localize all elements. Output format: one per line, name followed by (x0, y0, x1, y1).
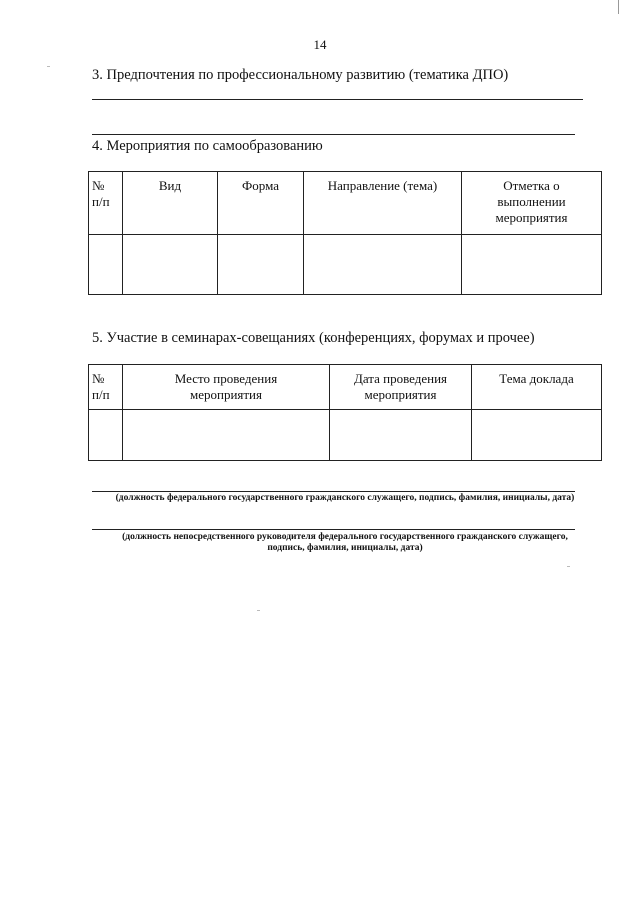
col-header-venue (123, 365, 330, 410)
section-3-answer-line-2 (92, 134, 575, 135)
employee-signature-line (92, 491, 575, 492)
table-cell[interactable] (123, 235, 218, 295)
col-header-completion-mark (462, 172, 602, 235)
col-header-number (89, 365, 123, 410)
col-header-type (123, 172, 218, 235)
supervisor-signature-caption-line-1: (должность непосредственного руководителя федерального государственного гражданского служащего, (122, 532, 568, 542)
col-header-completion-mark-text: Отметка о выполнении мероприятия (495, 178, 568, 225)
col-header-report-topic-text: Тема доклада (499, 371, 574, 386)
supervisor-signature-caption-line-2: подпись, фамилия, инициалы, дата) (267, 543, 423, 553)
self-education-table (88, 171, 602, 295)
scan-edge-mark (618, 0, 619, 14)
col-header-number (89, 172, 123, 235)
col-header-direction (304, 172, 462, 235)
page-number: 14 (313, 37, 327, 52)
table-row (89, 410, 602, 461)
section-3-heading: 3. Предпочтения по профессиональному развитию (тематика ДПО) (92, 67, 509, 83)
table-cell[interactable] (218, 235, 304, 295)
table-cell[interactable] (462, 235, 602, 295)
table-cell[interactable] (123, 410, 330, 461)
col-header-form (218, 172, 304, 235)
scan-speck (257, 610, 260, 611)
col-header-type-text: Вид (158, 178, 182, 193)
col-header-report-topic (472, 365, 602, 410)
col-header-date (330, 365, 472, 410)
col-header-direction-text: Направление (тема) (327, 178, 438, 193)
scan-speck (567, 566, 570, 567)
supervisor-signature-line (92, 529, 575, 530)
table-header-row (89, 365, 602, 410)
col-header-number-text: № п/п (92, 178, 110, 209)
table-cell[interactable] (89, 410, 123, 461)
col-header-date-text: Дата проведения мероприятия (353, 371, 448, 402)
section-4-heading: 4. Мероприятия по самообразованию (92, 138, 323, 154)
col-header-form-text: Форма (242, 178, 279, 193)
table-cell[interactable] (89, 235, 123, 295)
col-header-number-text: № п/п (92, 371, 110, 402)
table-header-row (89, 172, 602, 235)
section-5-heading: 5. Участие в семинарах-совещаниях (конференциях, форумах и прочее) (92, 330, 535, 346)
table-cell[interactable] (330, 410, 472, 461)
table-cell[interactable] (304, 235, 462, 295)
col-header-venue-text: Место проведения мероприятия (174, 371, 278, 402)
scan-speck (47, 66, 50, 67)
table-row (89, 235, 602, 295)
section-3-answer-line-1 (92, 99, 583, 100)
employee-signature-caption: (должность федерального государственного гражданского служащего, подпись, фамилия, инициалы, дата) (115, 493, 575, 503)
seminars-table (88, 364, 602, 461)
table-cell[interactable] (472, 410, 602, 461)
